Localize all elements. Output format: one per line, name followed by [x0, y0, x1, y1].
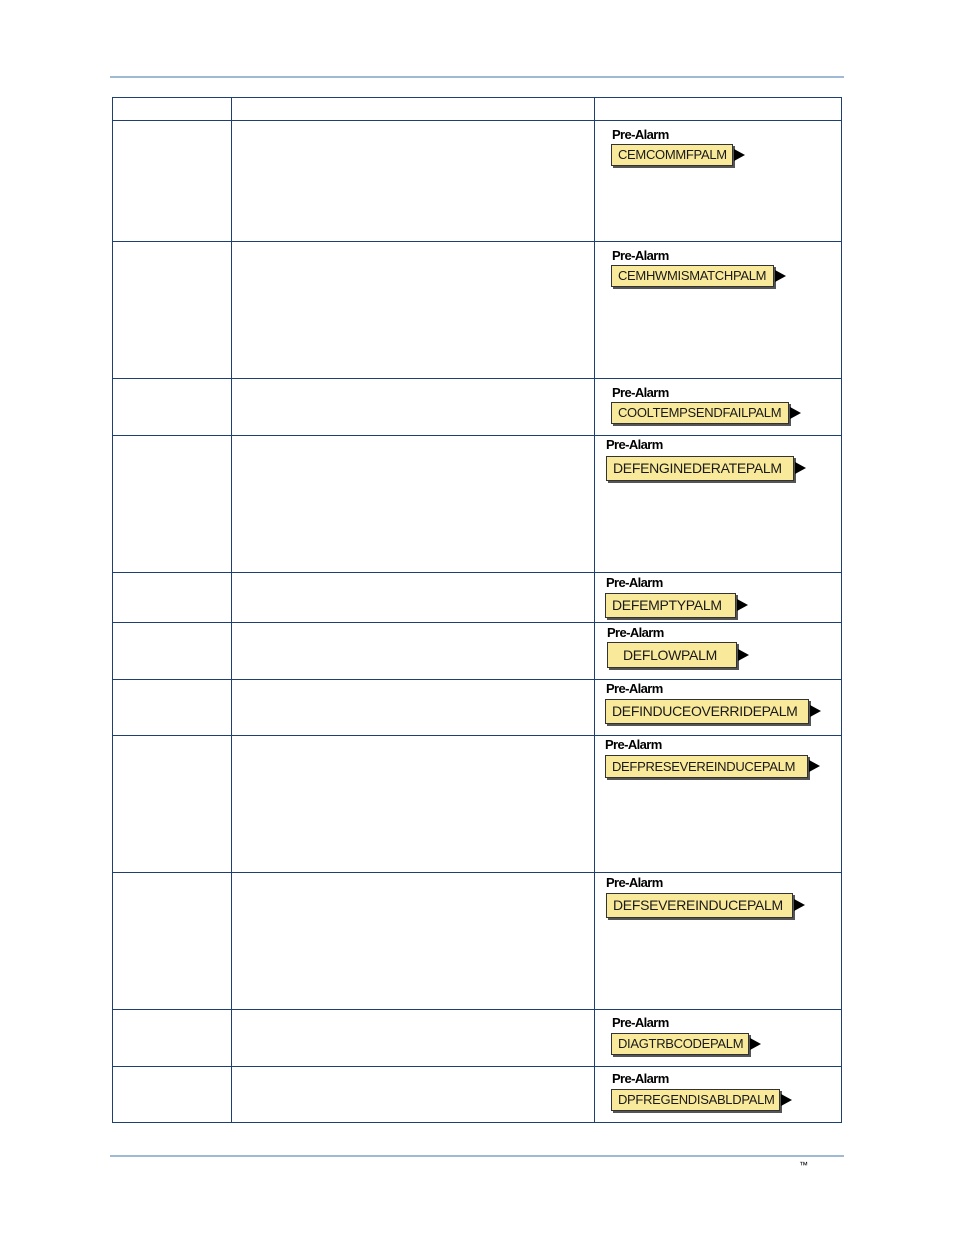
name-cell: [113, 121, 232, 242]
logic-element-cell: [594, 736, 841, 873]
name-cell: [113, 573, 232, 623]
pre-alarm-label: Pre-Alarm: [604, 737, 662, 752]
description-cell: [232, 573, 594, 623]
logic-element-cell: [594, 873, 841, 1010]
table-row: [113, 1010, 842, 1067]
signal-box[interactable]: COOLTEMPSENDFAILPALM: [611, 402, 789, 424]
trademark-symbol: ™: [799, 1160, 808, 1170]
signal-box[interactable]: CEMCOMMFPALM: [611, 144, 733, 166]
name-cell: [113, 736, 232, 873]
name-cell: [113, 1010, 232, 1067]
description-cell: [232, 1010, 594, 1067]
pre-alarm-label: Pre-Alarm: [611, 1015, 669, 1030]
signal-box[interactable]: DEFEMPTYPALM: [605, 593, 736, 618]
output-arrow-icon: [750, 1038, 761, 1050]
signal-box[interactable]: DEFSEVEREINDUCEPALM: [606, 893, 793, 918]
table-row: [113, 623, 842, 680]
logic-element-cell: [594, 1010, 841, 1067]
pre-alarm-label: Pre-Alarm: [606, 625, 664, 640]
description-cell: [232, 379, 594, 436]
logic-element-cell: [594, 436, 841, 573]
description-cell: [232, 736, 594, 873]
description-cell: [232, 623, 594, 680]
table-row: [113, 242, 842, 379]
output-arrow-icon: [734, 149, 745, 161]
logic-element-cell: [594, 121, 841, 242]
pre-alarm-label: Pre-Alarm: [605, 875, 663, 890]
output-arrow-icon: [810, 705, 821, 717]
header-cell-name: [113, 98, 232, 121]
signal-box[interactable]: DPFREGENDISABLDPALM: [611, 1089, 780, 1111]
header-cell-logic-element: [594, 98, 841, 121]
logic-element-cell: [594, 573, 841, 623]
table-row: [113, 873, 842, 1010]
output-arrow-icon: [737, 599, 748, 611]
output-arrow-icon: [775, 270, 786, 282]
name-cell: [113, 242, 232, 379]
name-cell: [113, 379, 232, 436]
signal-box[interactable]: DIAGTRBCODEPALM: [611, 1033, 749, 1055]
name-cell: [113, 873, 232, 1010]
signal-box[interactable]: DEFENGINEDERATEPALM: [606, 456, 794, 481]
pre-alarm-label: Pre-Alarm: [611, 385, 669, 400]
pre-alarm-label: Pre-Alarm: [605, 575, 663, 590]
alarm-table: [112, 97, 842, 1123]
logic-element-cell: [594, 680, 841, 736]
logic-element-cell: [594, 1067, 841, 1123]
signal-box[interactable]: DEFLOWPALM: [607, 642, 737, 668]
pre-alarm-label: Pre-Alarm: [611, 1071, 669, 1086]
description-cell: [232, 436, 594, 573]
description-cell: [232, 242, 594, 379]
table-row: [113, 573, 842, 623]
pre-alarm-label: Pre-Alarm: [605, 437, 663, 452]
description-cell: [232, 873, 594, 1010]
output-arrow-icon: [795, 462, 806, 474]
table-row: [113, 680, 842, 736]
table-row: [113, 436, 842, 573]
table-row: [113, 1067, 842, 1123]
signal-box[interactable]: DEFPRESEVEREINDUCEPALM: [605, 755, 808, 778]
signal-box[interactable]: DEFINDUCEOVERRIDEPALM: [605, 699, 809, 724]
output-arrow-icon: [738, 649, 749, 661]
output-arrow-icon: [790, 407, 801, 419]
logic-element-cell: [594, 379, 841, 436]
table-row: [113, 736, 842, 873]
table-row: [113, 379, 842, 436]
logic-element-cell: [594, 623, 841, 680]
description-cell: [232, 1067, 594, 1123]
output-arrow-icon: [809, 760, 820, 772]
name-cell: [113, 623, 232, 680]
pre-alarm-label: Pre-Alarm: [611, 248, 669, 263]
logic-element-cell: [594, 242, 841, 379]
pre-alarm-label: Pre-Alarm: [605, 681, 663, 696]
pre-alarm-label: Pre-Alarm: [611, 127, 669, 142]
signal-box[interactable]: CEMHWMISMATCHPALM: [611, 265, 774, 287]
name-cell: [113, 680, 232, 736]
footer-rule: [110, 1155, 844, 1157]
description-cell: [232, 121, 594, 242]
output-arrow-icon: [794, 899, 805, 911]
table-row: [113, 121, 842, 242]
name-cell: [113, 1067, 232, 1123]
name-cell: [113, 436, 232, 573]
header-rule: [110, 76, 844, 78]
header-cell-description: [232, 98, 594, 121]
table-header-row: [113, 98, 842, 121]
output-arrow-icon: [781, 1094, 792, 1106]
description-cell: [232, 680, 594, 736]
